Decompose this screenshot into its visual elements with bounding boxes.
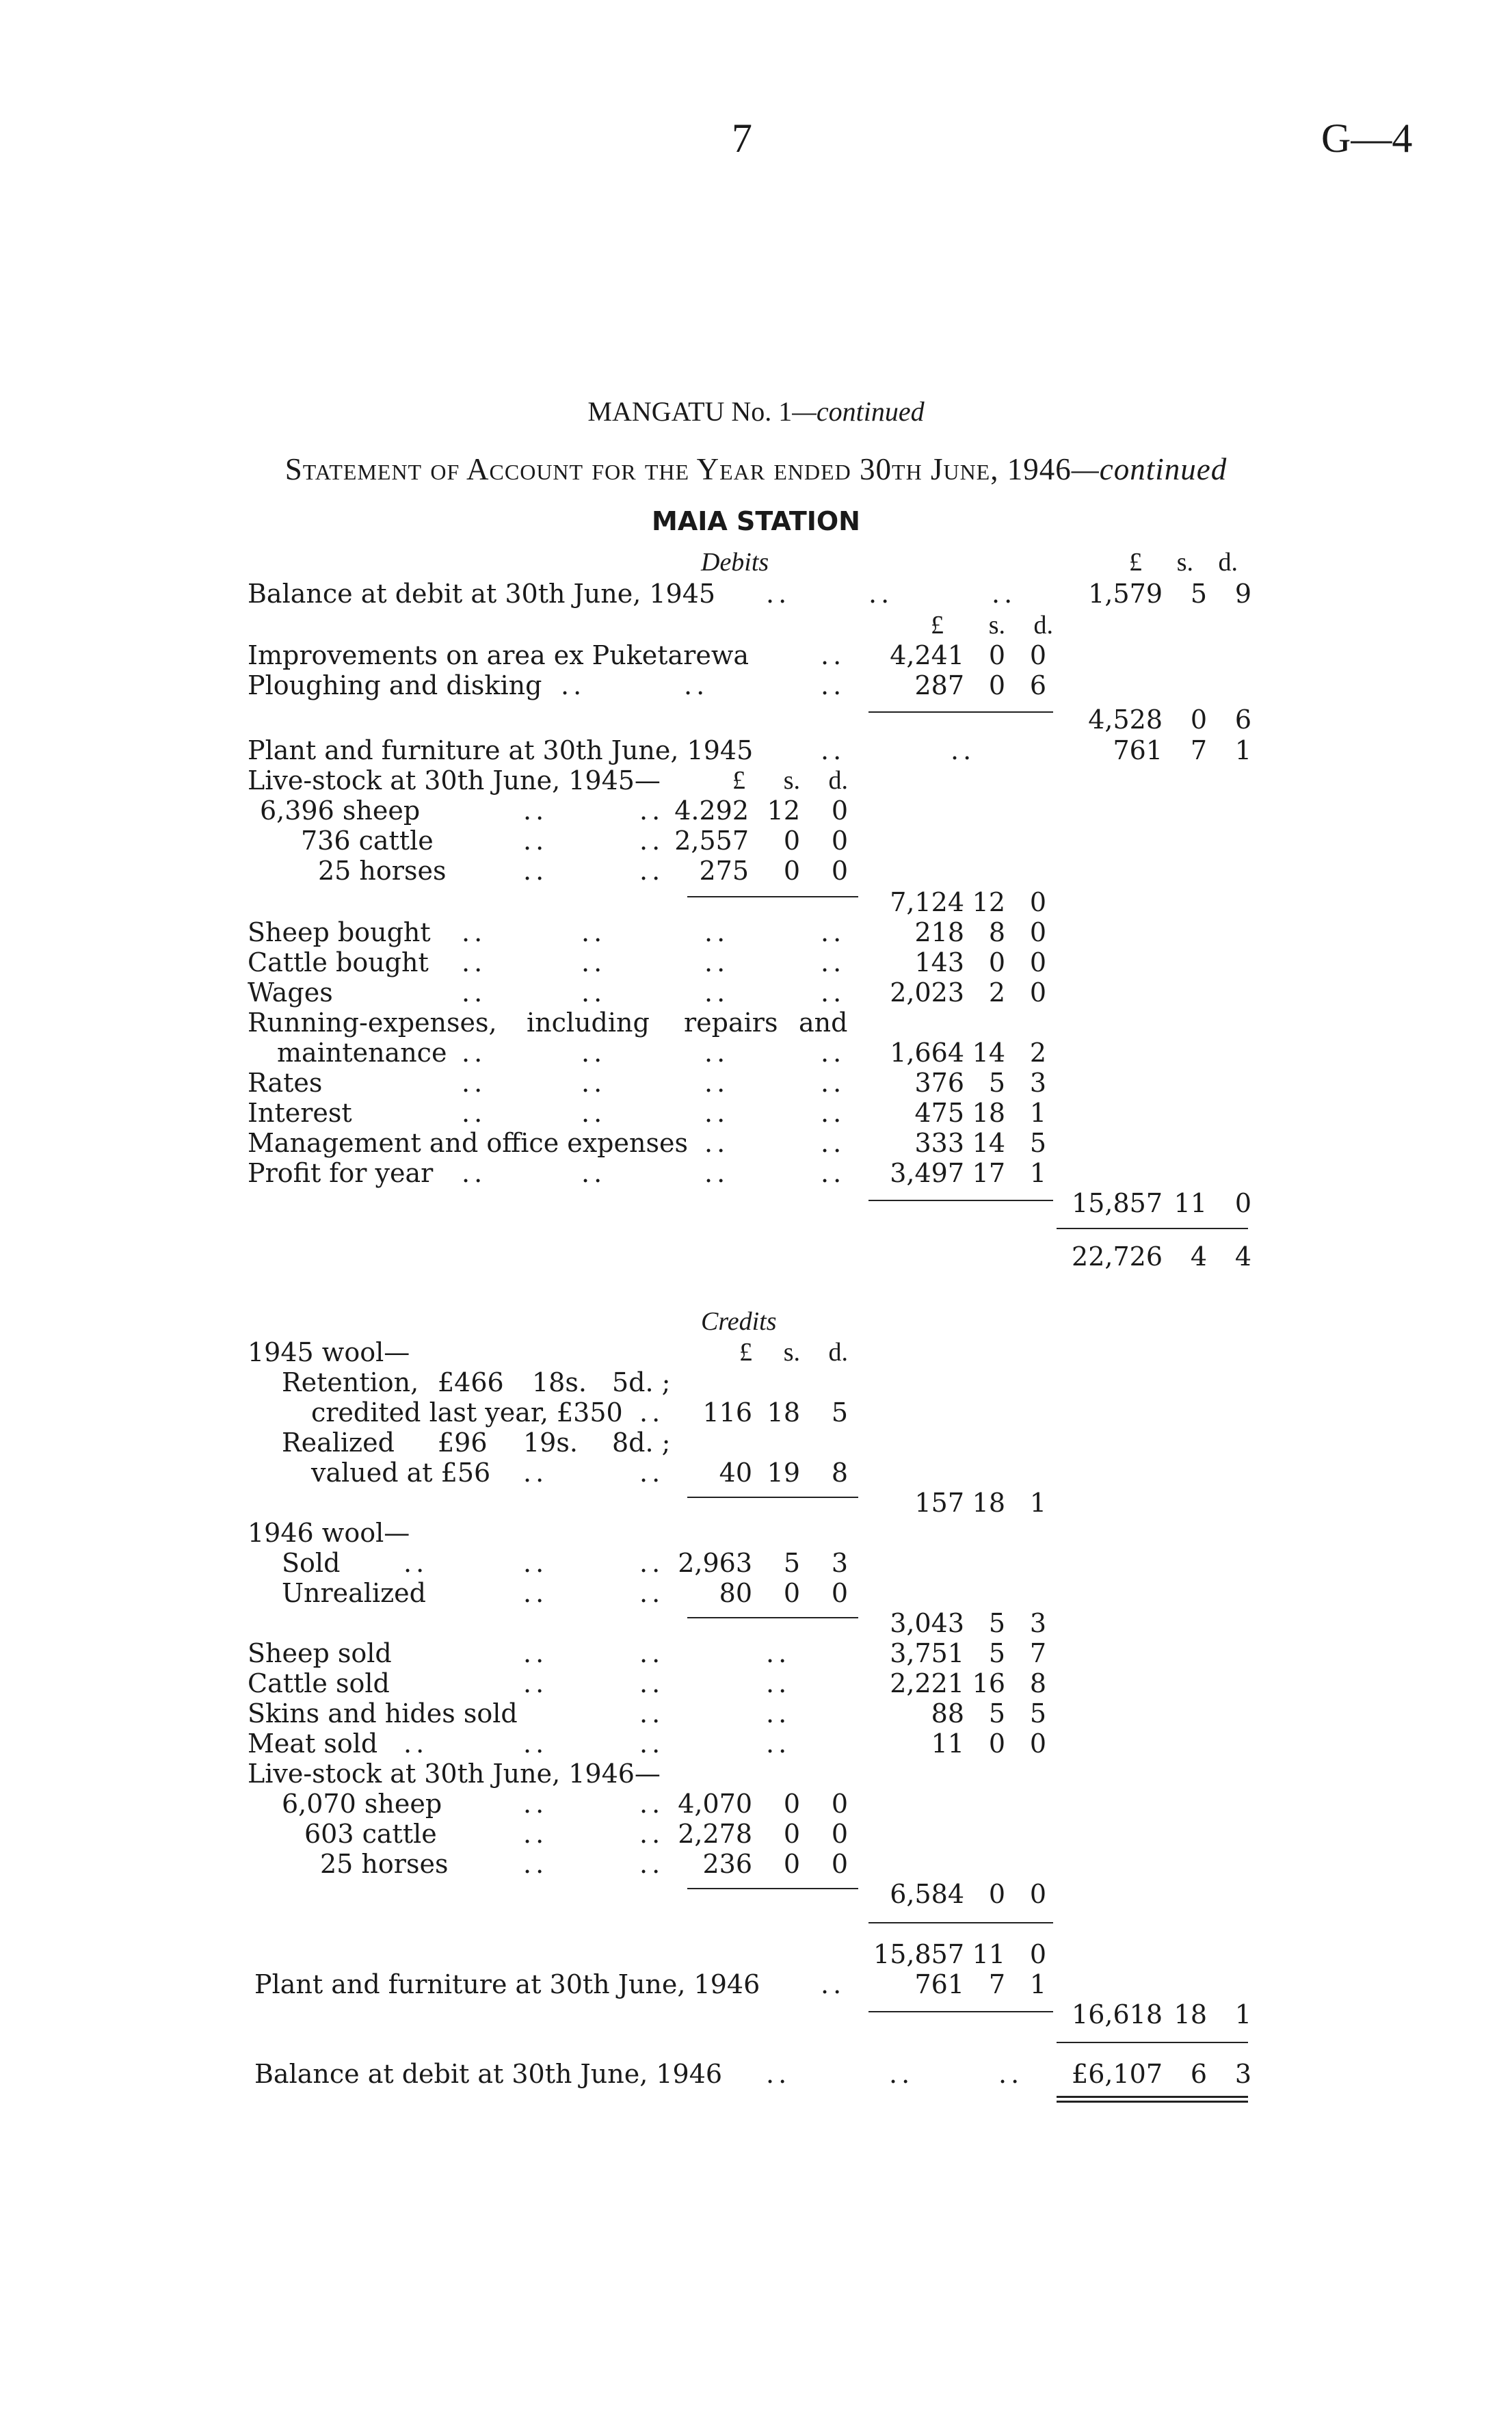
title (0, 395, 1512, 428)
credit-subtotal-shillings: 11 (972, 1939, 1005, 1969)
leader-dots: .. (821, 977, 846, 1008)
credit-plant-1946-shillings: 7 (988, 1969, 1005, 1999)
credit-total-shillings: 18 (1173, 1999, 1207, 2029)
credit-wool-1946-label: 1946 wool— (248, 1518, 410, 1548)
credit-plant-1946-pounds: 761 (914, 1969, 964, 1999)
leader-dots: .. (523, 1789, 548, 1819)
debit-item-pence: 5 (1029, 1128, 1046, 1158)
debits-inner-pound-header: £ (732, 766, 745, 795)
double-rule-top (1057, 2096, 1248, 2098)
credit-retention-pounds: 116 (702, 1397, 752, 1428)
credit-realized-label-line2: valued at £56 (311, 1458, 491, 1488)
credit-item-pounds: 88 (931, 1698, 964, 1729)
debit-livestock-total-pence: 0 (1029, 887, 1046, 917)
debit-running-shillings: 14 (972, 1038, 1005, 1068)
credit-item-label: Cattle sold (248, 1668, 390, 1698)
leader-dots: .. (821, 1158, 846, 1188)
debit-plant-1945-label: Plant and furniture at 30th June, 1945 (248, 735, 754, 765)
credit-wool-1945-total-pounds: 157 (914, 1488, 964, 1518)
leader-dots: .. (523, 1638, 548, 1668)
leader-dots: .. (639, 826, 665, 856)
credit-item-shillings: 0 (988, 1729, 1005, 1759)
leader-dots: .. (462, 1158, 487, 1188)
credit-item-label: Skins and hides sold (248, 1698, 518, 1729)
leader-dots: .. (821, 735, 846, 765)
leader-dots: .. (821, 917, 846, 947)
debits-mid-pound-header: £ (931, 611, 944, 640)
credit-retention-label-line2: credited last year, £350 (311, 1397, 623, 1428)
document-code: G—4 (1321, 116, 1413, 161)
subtotal-rule (687, 896, 858, 897)
leader-dots: .. (992, 579, 1017, 609)
leader-dots: .. (639, 796, 665, 826)
debit-item-shillings: 2 (988, 977, 1005, 1008)
debit-item-shillings: 5 (988, 1068, 1005, 1098)
credit-wool-sold-label: Sold (282, 1548, 341, 1578)
debit-livestock-sheep-label: 6,396 sheep (260, 796, 421, 826)
leader-dots: .. (704, 977, 730, 1008)
debit-livestock-horses-label: 25 horses (318, 856, 447, 886)
credit-livestock-horses-pounds: 236 (702, 1849, 752, 1879)
credit-wool-sold-shillings: 5 (783, 1548, 800, 1578)
debits-inner-shilling-header: s. (783, 766, 800, 795)
credit-wool-1946-total-pence: 3 (1029, 1608, 1046, 1638)
credits-pound-header: £ (739, 1338, 752, 1367)
subtotal-rule (687, 1888, 858, 1889)
debit-item-label: Wages (248, 977, 333, 1008)
credit-livestock-cattle-pence: 0 (831, 1819, 848, 1849)
debit-plant-1945-pence: 1 (1234, 735, 1251, 765)
debit-item-shillings: 14 (972, 1128, 1005, 1158)
debit-ploughing-label: Ploughing and disking (248, 670, 542, 700)
leader-dots: .. (639, 1729, 665, 1759)
leader-dots: .. (523, 1578, 548, 1608)
debit-balance-1945-pence: 9 (1234, 579, 1251, 609)
credit-livestock-horses-shillings: 0 (783, 1849, 800, 1879)
leader-dots: .. (581, 917, 607, 947)
debit-livestock-total-pounds: 7,124 (890, 887, 964, 917)
credit-wool-1945-total-shillings: 18 (972, 1488, 1005, 1518)
credit-realized-label-c: 19s. (523, 1428, 578, 1458)
credit-plant-1946-label: Plant and furniture at 30th June, 1946 (254, 1969, 760, 1999)
credit-livestock-total-pounds: 6,584 (890, 1879, 964, 1909)
credit-wool-unrealized-pence: 0 (831, 1578, 848, 1608)
credit-item-pounds: 2,221 (890, 1668, 964, 1698)
credit-livestock-total-pence: 0 (1029, 1879, 1046, 1909)
leader-dots: .. (639, 1698, 665, 1729)
credit-realized-label-a: Realized (282, 1428, 395, 1458)
leader-dots: .. (704, 947, 730, 977)
debit-item-pounds: 3,497 (890, 1158, 964, 1188)
debit-subtotal-shillings: 11 (1173, 1188, 1207, 1218)
credit-wool-sold-pounds: 2,963 (678, 1548, 752, 1578)
credit-total-pounds: 16,618 (1072, 1999, 1163, 2029)
debit-livestock-sheep-pence: 0 (831, 796, 848, 826)
credit-retention-pence: 5 (831, 1397, 848, 1428)
credit-item-pounds: 11 (931, 1729, 964, 1759)
debit-item-pounds: 333 (914, 1128, 964, 1158)
credit-wool-unrealized-pounds: 80 (719, 1578, 752, 1608)
leader-dots: .. (821, 1969, 846, 1999)
leader-dots: .. (766, 1668, 791, 1698)
credit-balance-1946-pence: 3 (1234, 2059, 1251, 2089)
leader-dots: .. (704, 1128, 730, 1158)
debit-grand-total-pounds: 22,726 (1072, 1241, 1163, 1272)
leader-dots: .. (639, 1458, 665, 1488)
leader-dots: .. (998, 2059, 1024, 2089)
leader-dots: .. (523, 1729, 548, 1759)
credit-subtotal-pence: 0 (1029, 1939, 1046, 1969)
leader-dots: .. (766, 1698, 791, 1729)
total-rule (1057, 1228, 1248, 1229)
leader-dots: .. (639, 856, 665, 886)
debit-item-pounds: 475 (914, 1098, 964, 1128)
statement-main: Statement of Account for the Year ended 30th June, 1946 (284, 452, 1072, 486)
leader-dots: .. (704, 1098, 730, 1128)
station-name: MAIA STATION (652, 506, 860, 536)
debit-livestock-sheep-shillings: 12 (767, 796, 800, 826)
debit-item-pence: 1 (1029, 1158, 1046, 1188)
title-main: MANGATU No. 1 (587, 396, 793, 427)
credit-wool-unrealized-label: Unrealized (282, 1578, 426, 1608)
subtotal-rule (868, 2011, 1053, 2012)
leader-dots: .. (523, 1548, 548, 1578)
leader-dots: .. (523, 796, 548, 826)
debits-mid-shilling-header: s. (988, 611, 1005, 640)
leader-dots: .. (766, 579, 791, 609)
leader-dots: .. (561, 670, 586, 700)
debit-balance-1945-label: Balance at debit at 30th June, 1945 (248, 579, 716, 609)
debits-inner-pence-header: d. (828, 766, 848, 795)
debits-outer-pound-header: £ (1129, 548, 1142, 577)
leader-dots: .. (951, 735, 976, 765)
debit-livestock-1945-label: Live-stock at 30th June, 1945— (248, 765, 661, 796)
credit-livestock-sheep-pounds: 4,070 (678, 1789, 752, 1819)
subtotal-rule (868, 1922, 1053, 1923)
debit-item-pounds: 143 (914, 947, 964, 977)
debit-plant-1945-pounds: 761 (1113, 735, 1163, 765)
leader-dots: .. (639, 1849, 665, 1879)
leader-dots: .. (821, 1038, 846, 1068)
debit-livestock-horses-pence: 0 (831, 856, 848, 886)
leader-dots: .. (868, 579, 894, 609)
credit-realized-pounds: 40 (719, 1458, 752, 1488)
debit-plant-1945-shillings: 7 (1190, 735, 1207, 765)
debits-outer-shilling-header: s. (1176, 548, 1193, 577)
debit-livestock-cattle-pounds: 2,557 (674, 826, 749, 856)
credit-livestock-sheep-shillings: 0 (783, 1789, 800, 1819)
total-rule (1057, 2042, 1248, 2043)
debit-item-shillings: 8 (988, 917, 1005, 947)
leader-dots: .. (704, 1068, 730, 1098)
debit-running-label-line2: maintenance (277, 1038, 447, 1068)
credit-livestock-cattle-label: 603 cattle (304, 1819, 437, 1849)
credit-plant-1946-pence: 1 (1029, 1969, 1046, 1999)
leader-dots: .. (704, 1038, 730, 1068)
leader-dots: .. (639, 1789, 665, 1819)
leader-dots: .. (821, 1128, 846, 1158)
credit-item-shillings: 5 (988, 1638, 1005, 1668)
leader-dots: .. (766, 2059, 791, 2089)
leader-dots: .. (704, 1158, 730, 1188)
debit-item-pounds: 376 (914, 1068, 964, 1098)
debit-item-pence: 0 (1029, 947, 1046, 977)
debit-subtotal-pounds: 15,857 (1072, 1188, 1163, 1218)
debits-outer-pence-header: d. (1218, 548, 1238, 577)
credit-retention-shillings: 18 (767, 1397, 800, 1428)
credit-subtotal-pounds: 15,857 (873, 1939, 964, 1969)
credit-livestock-sheep-label: 6,070 sheep (282, 1789, 442, 1819)
credit-wool-1946-total-pounds: 3,043 (890, 1608, 964, 1638)
credit-item-pence: 0 (1029, 1729, 1046, 1759)
credit-livestock-sheep-pence: 0 (831, 1789, 848, 1819)
debit-balance-1945-shillings: 5 (1190, 579, 1207, 609)
statement-suffix: —continued (1071, 452, 1228, 486)
debit-item-pence: 0 (1029, 977, 1046, 1008)
debit-grand-total-shillings: 4 (1190, 1241, 1207, 1272)
leader-dots: .. (639, 1638, 665, 1668)
leader-dots: .. (462, 947, 487, 977)
leader-dots: .. (581, 1158, 607, 1188)
leader-dots: .. (766, 1729, 791, 1759)
debit-running-pounds: 1,664 (890, 1038, 964, 1068)
page-number: 7 (732, 116, 752, 161)
leader-dots: .. (639, 1819, 665, 1849)
debit-running-label-c: repairs (684, 1008, 778, 1038)
leader-dots: .. (821, 640, 846, 670)
leader-dots: .. (462, 1068, 487, 1098)
debit-item-pounds: 2,023 (890, 977, 964, 1008)
leader-dots: .. (581, 1038, 607, 1068)
credit-item-pence: 7 (1029, 1638, 1046, 1668)
leader-dots: .. (821, 947, 846, 977)
debit-item-pence: 1 (1029, 1098, 1046, 1128)
credit-livestock-1946-label: Live-stock at 30th June, 1946— (248, 1759, 661, 1789)
debits-mid-pence-header: d. (1033, 611, 1053, 640)
leader-dots: .. (889, 2059, 914, 2089)
debit-balance-1945-pounds: 1,579 (1088, 579, 1163, 609)
leader-dots: .. (821, 670, 846, 700)
debit-grand-total-pence: 4 (1234, 1241, 1251, 1272)
credit-livestock-horses-label: 25 horses (320, 1849, 449, 1879)
debit-improvements-pence: 0 (1029, 640, 1046, 670)
credit-realized-shillings: 19 (767, 1458, 800, 1488)
debit-livestock-horses-shillings: 0 (783, 856, 800, 886)
debit-subtotal-pence: 0 (1234, 1188, 1251, 1218)
debit-item-label: Interest (248, 1098, 352, 1128)
debit-item-pence: 3 (1029, 1068, 1046, 1098)
leader-dots: .. (639, 1548, 665, 1578)
credits-shilling-header: s. (783, 1338, 800, 1367)
debit-improvements-pounds: 4,241 (890, 640, 964, 670)
debit-running-label-b: including (527, 1008, 650, 1038)
leader-dots: .. (684, 670, 709, 700)
credit-item-pence: 8 (1029, 1668, 1046, 1698)
credit-wool-1946-total-shillings: 5 (988, 1608, 1005, 1638)
debit-livestock-cattle-pence: 0 (831, 826, 848, 856)
leader-dots: .. (581, 977, 607, 1008)
credit-item-label: Sheep sold (248, 1638, 392, 1668)
credit-item-pence: 5 (1029, 1698, 1046, 1729)
debit-item-pence: 0 (1029, 917, 1046, 947)
credit-livestock-cattle-pounds: 2,278 (678, 1819, 752, 1849)
leader-dots: .. (704, 917, 730, 947)
debit-livestock-sheep-pounds: 4.292 (674, 796, 749, 826)
leader-dots: .. (523, 826, 548, 856)
leader-dots: .. (523, 856, 548, 886)
leader-dots: .. (581, 1098, 607, 1128)
debit-item-label: Management and office expenses (248, 1128, 688, 1158)
leader-dots: .. (523, 1849, 548, 1879)
credit-item-pounds: 3,751 (890, 1638, 964, 1668)
debit-running-label-d: and (799, 1008, 848, 1038)
leader-dots: .. (639, 1668, 665, 1698)
subtotal-rule (687, 1497, 858, 1498)
leader-dots: .. (462, 977, 487, 1008)
credit-realized-pence: 8 (831, 1458, 848, 1488)
leader-dots: .. (581, 947, 607, 977)
double-rule-bottom (1057, 2101, 1248, 2103)
debit-item-label: Sheep bought (248, 917, 431, 947)
credit-wool-1945-total-pence: 1 (1029, 1488, 1046, 1518)
debit-improvements-label: Improvements on area ex Puketarewa (248, 640, 750, 670)
credit-livestock-total-shillings: 0 (988, 1879, 1005, 1909)
debit-item-label: Cattle bought (248, 947, 429, 977)
subtotal-rule (868, 711, 1053, 713)
leader-dots: .. (462, 1098, 487, 1128)
debit-livestock-total-shillings: 12 (972, 887, 1005, 917)
credit-wool-sold-pence: 3 (831, 1548, 848, 1578)
leader-dots: .. (581, 1068, 607, 1098)
leader-dots: .. (639, 1397, 665, 1428)
credit-retention-label-d: 5d. ; (612, 1367, 671, 1397)
credit-item-shillings: 16 (972, 1668, 1005, 1698)
debit-item-shillings: 0 (988, 947, 1005, 977)
credit-balance-1946-label: Balance at debit at 30th June, 1946 (254, 2059, 723, 2089)
credit-realized-label-d: 8d. ; (612, 1428, 671, 1458)
credit-retention-label-c: 18s. (532, 1367, 587, 1397)
debit-running-pence: 2 (1029, 1038, 1046, 1068)
leader-dots: .. (462, 1038, 487, 1068)
credit-livestock-cattle-shillings: 0 (783, 1819, 800, 1849)
credit-livestock-horses-pence: 0 (831, 1849, 848, 1879)
subtotal-rule (868, 1200, 1053, 1201)
debit-item-shillings: 17 (972, 1158, 1005, 1188)
debit-ploughing-shillings: 0 (988, 670, 1005, 700)
credit-item-label: Meat sold (248, 1729, 378, 1759)
subtotal-rule (687, 1617, 858, 1618)
debit-improvements-shillings: 0 (988, 640, 1005, 670)
leader-dots: .. (523, 1819, 548, 1849)
leader-dots: .. (523, 1668, 548, 1698)
debit-improvements-total-pounds: 4,528 (1088, 705, 1163, 735)
debit-running-label-a: Running-expenses, (248, 1008, 497, 1038)
credit-item-shillings: 5 (988, 1698, 1005, 1729)
leader-dots: .. (403, 1729, 429, 1759)
debits-label: Debits (701, 548, 769, 577)
credit-realized-label-b: £96 (438, 1428, 488, 1458)
credit-retention-label-b: £466 (438, 1367, 504, 1397)
credits-label: Credits (701, 1307, 777, 1336)
leader-dots: .. (639, 1578, 665, 1608)
debit-livestock-horses-pounds: 275 (699, 856, 749, 886)
debit-improvements-total-shillings: 0 (1190, 705, 1207, 735)
debit-item-shillings: 18 (972, 1098, 1005, 1128)
title-suffix: —continued (792, 396, 925, 427)
debit-ploughing-pounds: 287 (914, 670, 964, 700)
credit-wool-1945-label: 1945 wool— (248, 1337, 410, 1367)
debit-item-label: Profit for year (248, 1158, 434, 1188)
debit-item-pounds: 218 (914, 917, 964, 947)
statement-heading (0, 451, 1512, 487)
leader-dots: .. (462, 917, 487, 947)
credit-balance-1946-pounds: £6,107 (1072, 2059, 1163, 2089)
credits-pence-header: d. (828, 1338, 848, 1367)
leader-dots: .. (403, 1548, 429, 1578)
leader-dots: .. (766, 1638, 791, 1668)
credit-wool-unrealized-shillings: 0 (783, 1578, 800, 1608)
debit-improvements-total-pence: 6 (1234, 705, 1251, 735)
credit-balance-1946-shillings: 6 (1190, 2059, 1207, 2089)
credit-retention-label-a: Retention, (282, 1367, 419, 1397)
debit-livestock-cattle-shillings: 0 (783, 826, 800, 856)
debit-ploughing-pence: 6 (1029, 670, 1046, 700)
leader-dots: .. (821, 1068, 846, 1098)
leader-dots: .. (821, 1098, 846, 1128)
debit-livestock-cattle-label: 736 cattle (301, 826, 434, 856)
credit-total-pence: 1 (1234, 1999, 1251, 2029)
leader-dots: .. (523, 1458, 548, 1488)
debit-item-label: Rates (248, 1068, 323, 1098)
